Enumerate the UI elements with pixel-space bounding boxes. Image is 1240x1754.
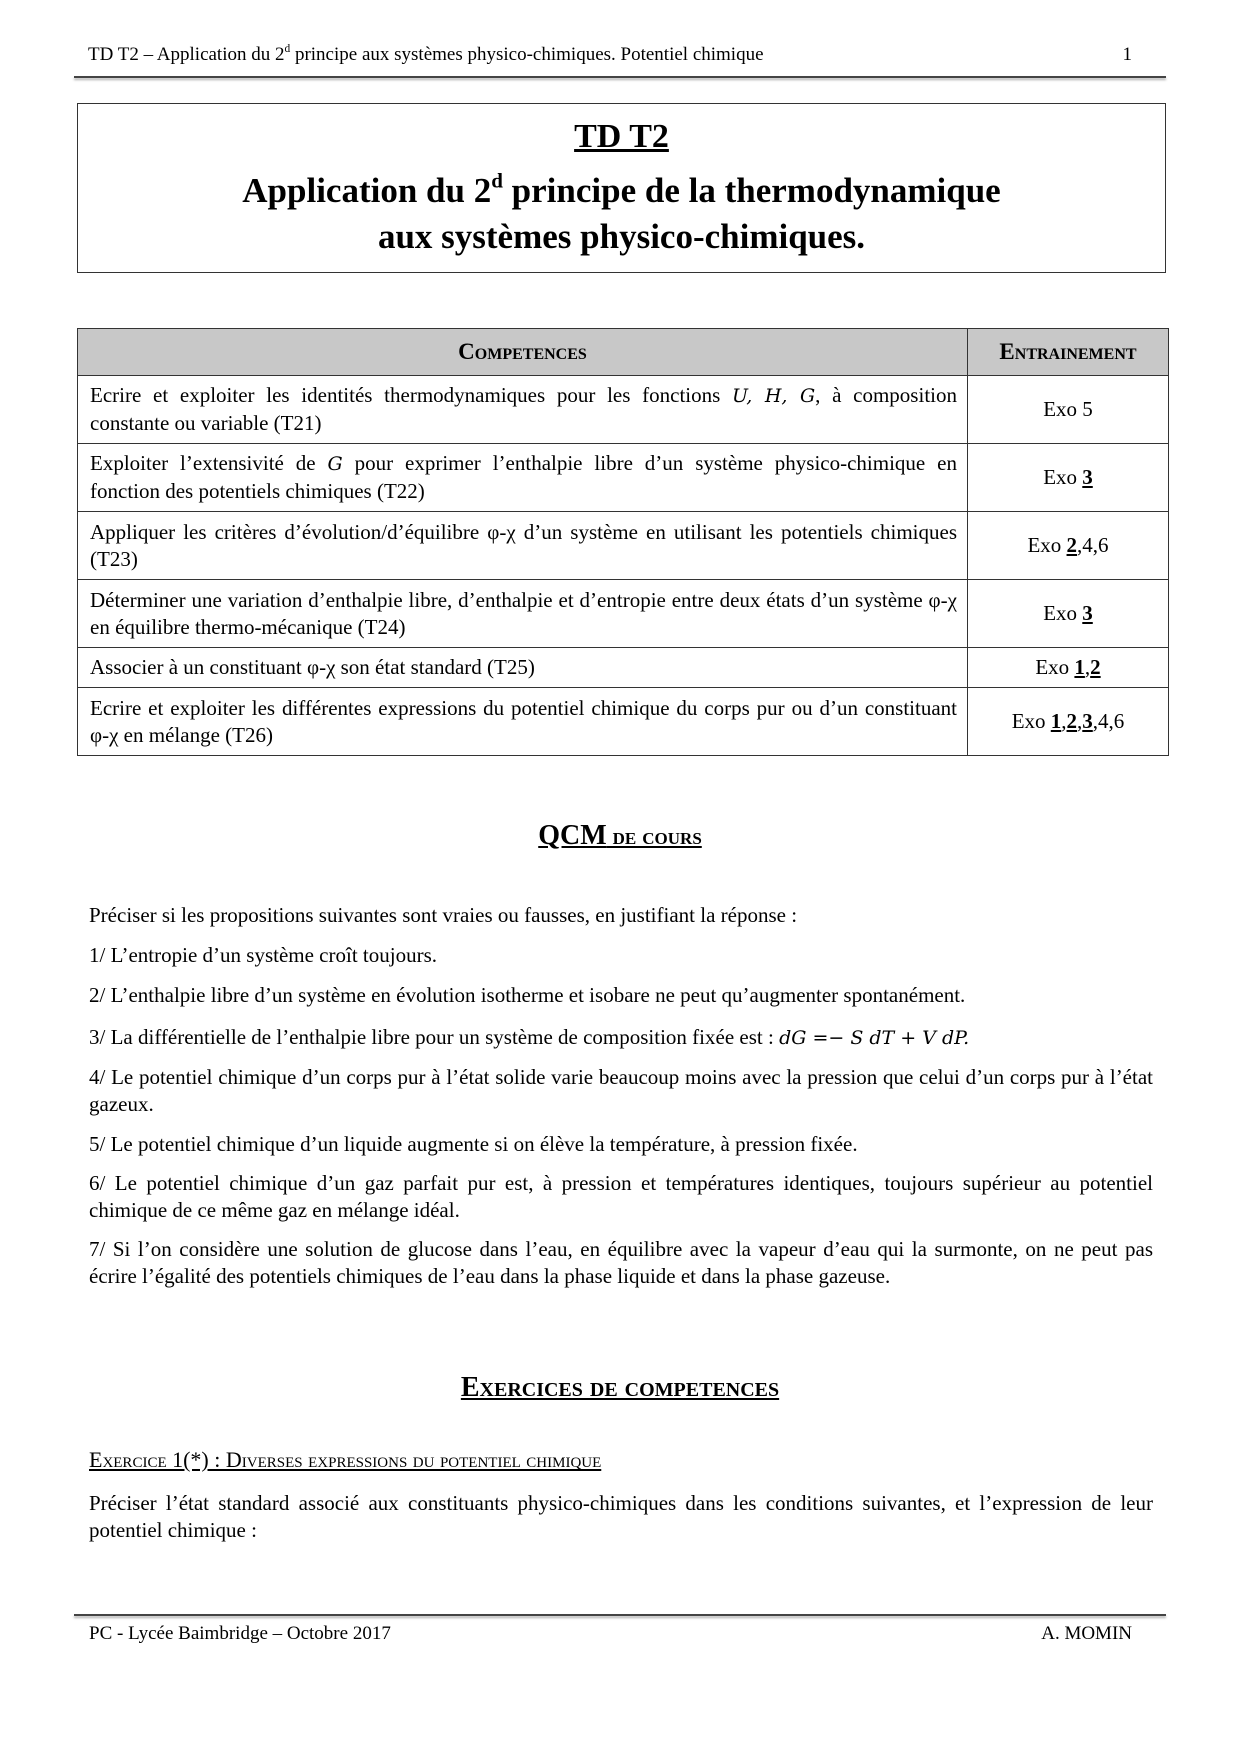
qcm-item: 6/ Le potentiel chimique d’un gaz parfait pur est, à pression et températures identiques, toujours supérieur au potentiel chimique de ce même gaz en mélange idéal. xyxy=(89,1171,1153,1222)
exo-ref: Exo 5 xyxy=(968,376,1169,444)
footer-divider xyxy=(74,1614,1166,1616)
table-row xyxy=(78,580,1169,648)
page-header xyxy=(88,44,1152,74)
entrainement-header: Entrainement xyxy=(968,329,1169,376)
exercices-heading: Exercices de competences xyxy=(460,1372,780,1403)
exercice-1-text: Préciser l’état standard associé aux constituants physico-chimiques dans les conditions suivantes, et l’expression de leur potentiel chimique : xyxy=(89,1491,1153,1542)
exercice-1-title: Exercice 1(*) : Diverses expressions du potentiel chimique xyxy=(89,1447,602,1472)
td-title: TD T2 xyxy=(574,118,669,155)
competences-table xyxy=(77,328,1169,756)
qcm-heading: QCM de cours xyxy=(538,820,702,851)
page-footer xyxy=(89,1623,1152,1645)
page-number: 1 xyxy=(1122,44,1132,65)
competence-text: Déterminer une variation d’enthalpie libre, d’enthalpie et d’entropie entre deux états d’un système φ-χ en équilibre thermo-mécanique (T24) xyxy=(78,580,968,648)
exo-ref: Exo 2,4,6 xyxy=(968,512,1169,580)
competence-text: Ecrire et exploiter les différentes expressions du potentiel chimique du corps pur ou d’un constituant φ-χ en mélange (T26) xyxy=(78,688,968,756)
header-title: TD T2 – Application du 2$^d$ principe aux systèmes physico-chimiques. Potentiel chimique xyxy=(88,43,764,65)
table-row xyxy=(78,688,1169,756)
table-row xyxy=(78,444,1169,512)
qcm-item: 4/ Le potentiel chimique d’un corps pur à l’état solide varie beaucoup moins avec la pression que celui d’un corps pur à l’état gazeux. xyxy=(89,1065,1153,1116)
qcm-item: 3/ La différentielle de l’enthalpie libre pour un système de composition fixée est : dG =− S dT + V dP. xyxy=(89,1025,970,1049)
exo-ref: Exo 1,2,3,4,6 xyxy=(968,688,1169,756)
header-divider xyxy=(74,76,1166,78)
exo-ref: Exo 3 xyxy=(968,580,1169,648)
qcm-item: 2/ L’enthalpie libre d’un système en évolution isotherme et isobare ne peut qu’augmenter spontanément. xyxy=(89,983,966,1007)
competence-text: Exploiter l’extensivité de G pour exprimer l’enthalpie libre d’un système physico-chimique en fonction des potentiels chimiques (T22) xyxy=(78,444,968,512)
title-box xyxy=(77,103,1166,273)
table-row xyxy=(78,512,1169,580)
competence-text: Appliquer les critères d’évolution/d’équilibre φ-χ d’un système en utilisant les potentiels chimiques (T23) xyxy=(78,512,968,580)
competence-text: Ecrire et exploiter les identités thermodynamiques pour les fonctions U, H, G, à composition constante ou variable (T21) xyxy=(78,376,968,444)
table-row xyxy=(78,648,1169,688)
td-subtitle: Application du 2$^d$ principe de la thermodynamique aux systèmes physico-chimiques. xyxy=(242,168,1001,256)
exo-ref: Exo 3 xyxy=(968,444,1169,512)
table-row xyxy=(78,376,1169,444)
qcm-item: 1/ L’entropie d’un système croît toujours. xyxy=(89,943,437,967)
qcm-intro: Préciser si les propositions suivantes sont vraies ou fausses, en justifiant la réponse : xyxy=(89,903,798,927)
qcm-item: 7/ Si l’on considère une solution de glucose dans l’eau, en équilibre avec la vapeur d’eau qui la surmonte, on ne peut pas écrire l’égalité des potentiels chimiques de l’eau dans la phase liquide et dans la phase gazeuse. xyxy=(89,1237,1153,1288)
competences-header: Competences xyxy=(78,329,968,376)
formula: dG =− S dT + V dP. xyxy=(779,1027,970,1049)
competence-text: Associer à un constituant φ-χ son état standard (T25) xyxy=(78,648,968,688)
footer-author: A. MOMIN xyxy=(1041,1623,1132,1644)
qcm-item: 5/ Le potentiel chimique d’un liquide augmente si on élève la température, à pression fixée. xyxy=(89,1132,858,1156)
exo-ref: Exo 1,2 xyxy=(968,648,1169,688)
footer-left: PC - Lycée Baimbridge – Octobre 2017 xyxy=(89,1623,391,1644)
